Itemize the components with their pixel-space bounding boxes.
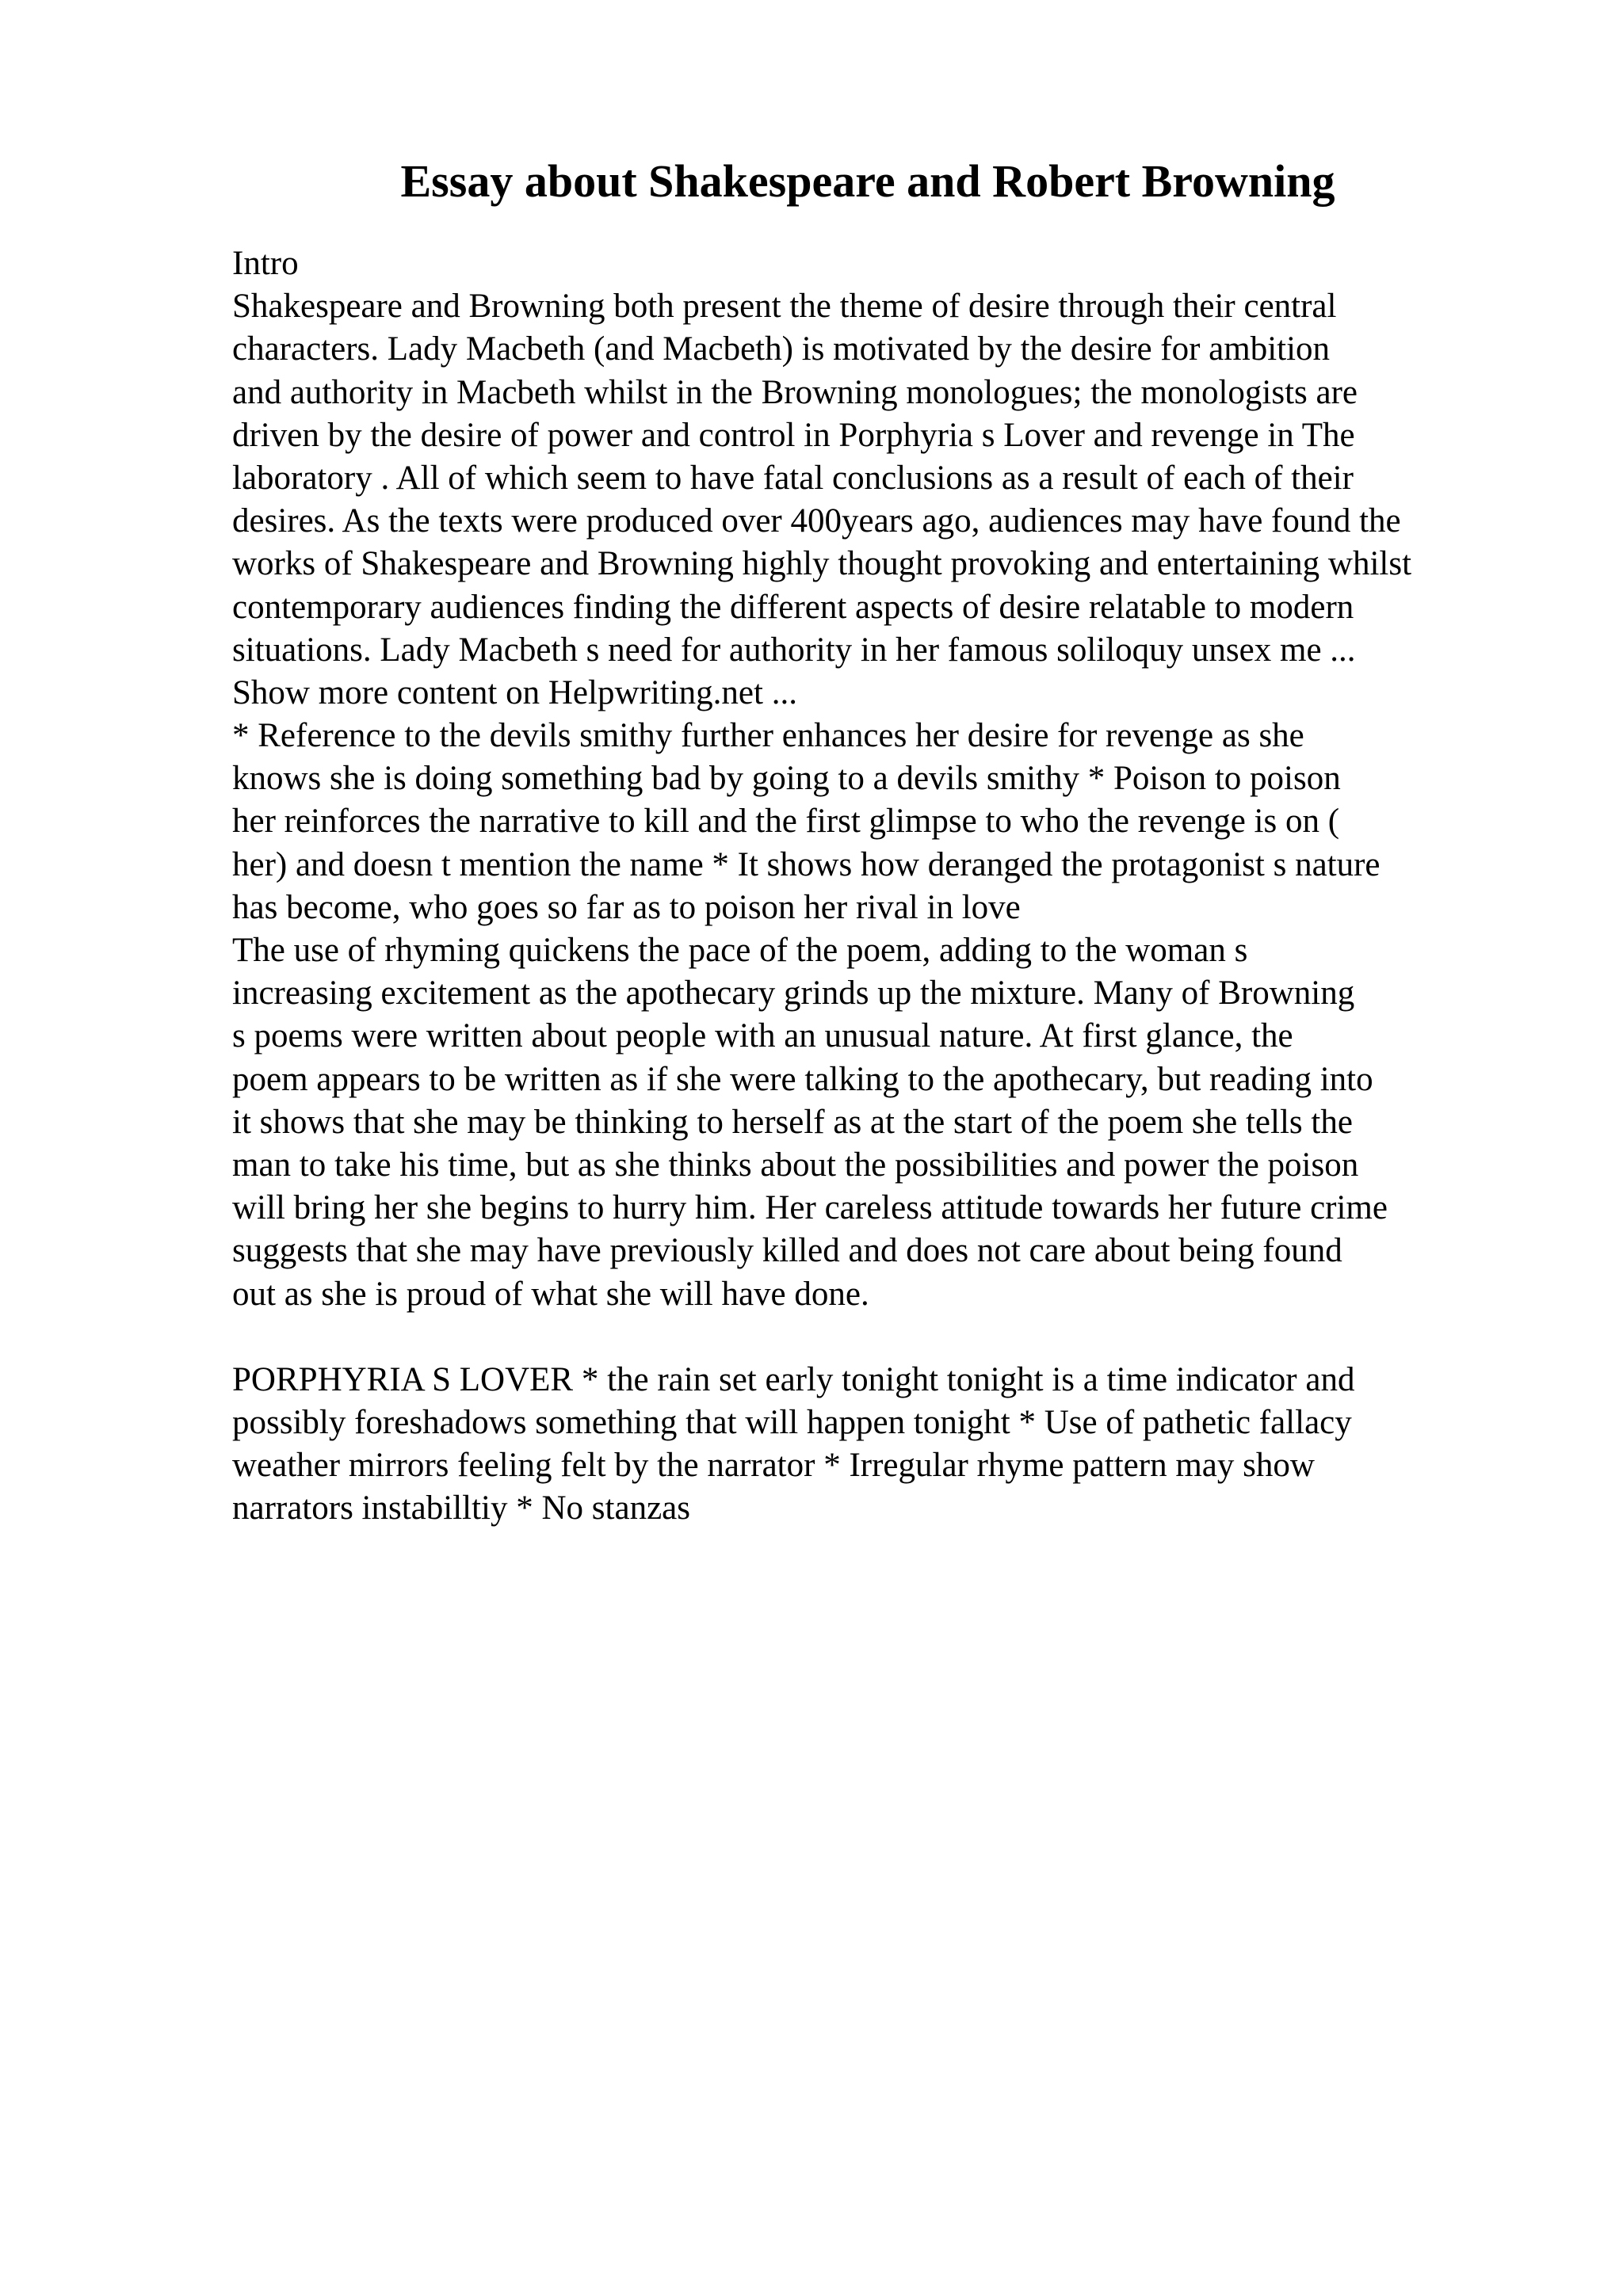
body-line: narrators instabilltiy * No stanzas — [232, 1489, 690, 1527]
body-line: and authority in Macbeth whilst in the Browning monologues; the monologists are — [232, 373, 1358, 411]
body-line: situations. Lady Macbeth s need for authority in her famous soliloquy unsex me ... — [232, 631, 1356, 669]
body-line: man to take his time, but as she thinks about the possibilities and power the poison — [232, 1146, 1359, 1184]
body-line: PORPHYRIA S LOVER * the rain set early tonight tonight is a time indicator and — [232, 1360, 1355, 1398]
body-line: out as she is proud of what she will have done. — [232, 1275, 869, 1313]
body-line: weather mirrors feeling felt by the narrator * Irregular rhyme pattern may show — [232, 1447, 1315, 1485]
body-line: works of Shakespeare and Browning highly thought provoking and entertaining whilst — [232, 545, 1412, 583]
body-line: Show more content on Helpwriting.net ... — [232, 673, 797, 711]
body-line: s poems were written about people with an unusual nature. At first glance, the — [232, 1017, 1293, 1055]
body-line: it shows that she may be thinking to herself as at the start of the poem she tells the — [232, 1103, 1353, 1141]
body-line: poem appears to be written as if she were talking to the apothecary, but reading into — [232, 1060, 1373, 1098]
body-line: Shakespeare and Browning both present the theme of desire through their central — [232, 288, 1337, 326]
body-line: driven by the desire of power and control in Porphyria s Lover and revenge in The — [232, 416, 1355, 454]
body-line: increasing excitement as the apothecary grinds up the mixture. Many of Browning — [232, 974, 1355, 1013]
document-body — [232, 242, 1611, 1531]
body-line: her) and doesn t mention the name * It shows how deranged the protagonist s nature — [232, 845, 1381, 883]
body-line: has become, who goes so far as to poison her rival in love — [232, 888, 1021, 926]
document-title: Essay about Shakespeare and Robert Browning — [400, 155, 1335, 207]
body-line: characters. Lady Macbeth (and Macbeth) is motivated by the desire for ambition — [232, 330, 1331, 368]
body-line: possibly foreshadows something that will happen tonight * Use of pathetic fallacy — [232, 1404, 1352, 1442]
body-line: Intro — [232, 245, 299, 282]
body-line: laboratory . All of which seem to have fatal conclusions as a result of each of their — [232, 459, 1354, 497]
body-line: The use of rhyming quickens the pace of the poem, adding to the woman s — [232, 932, 1248, 969]
blank-line — [232, 1316, 1611, 1359]
body-line: desires. As the texts were produced over 400years ago, audiences may have found the — [232, 502, 1401, 540]
body-line: * Reference to the devils smithy further enhances her desire for revenge as she — [232, 717, 1304, 755]
body-line: will bring her she begins to hurry him. Her careless attitude towards her future crime — [232, 1189, 1388, 1227]
body-line: knows she is doing something bad by going to a devils smithy * Poison to poison — [232, 760, 1341, 798]
body-line: her reinforces the narrative to kill and the first glimpse to who the revenge is on ( — [232, 803, 1340, 841]
body-line: contemporary audiences finding the different aspects of desire relatable to modern — [232, 588, 1354, 626]
body-line: suggests that she may have previously killed and does not care about being found — [232, 1232, 1342, 1270]
